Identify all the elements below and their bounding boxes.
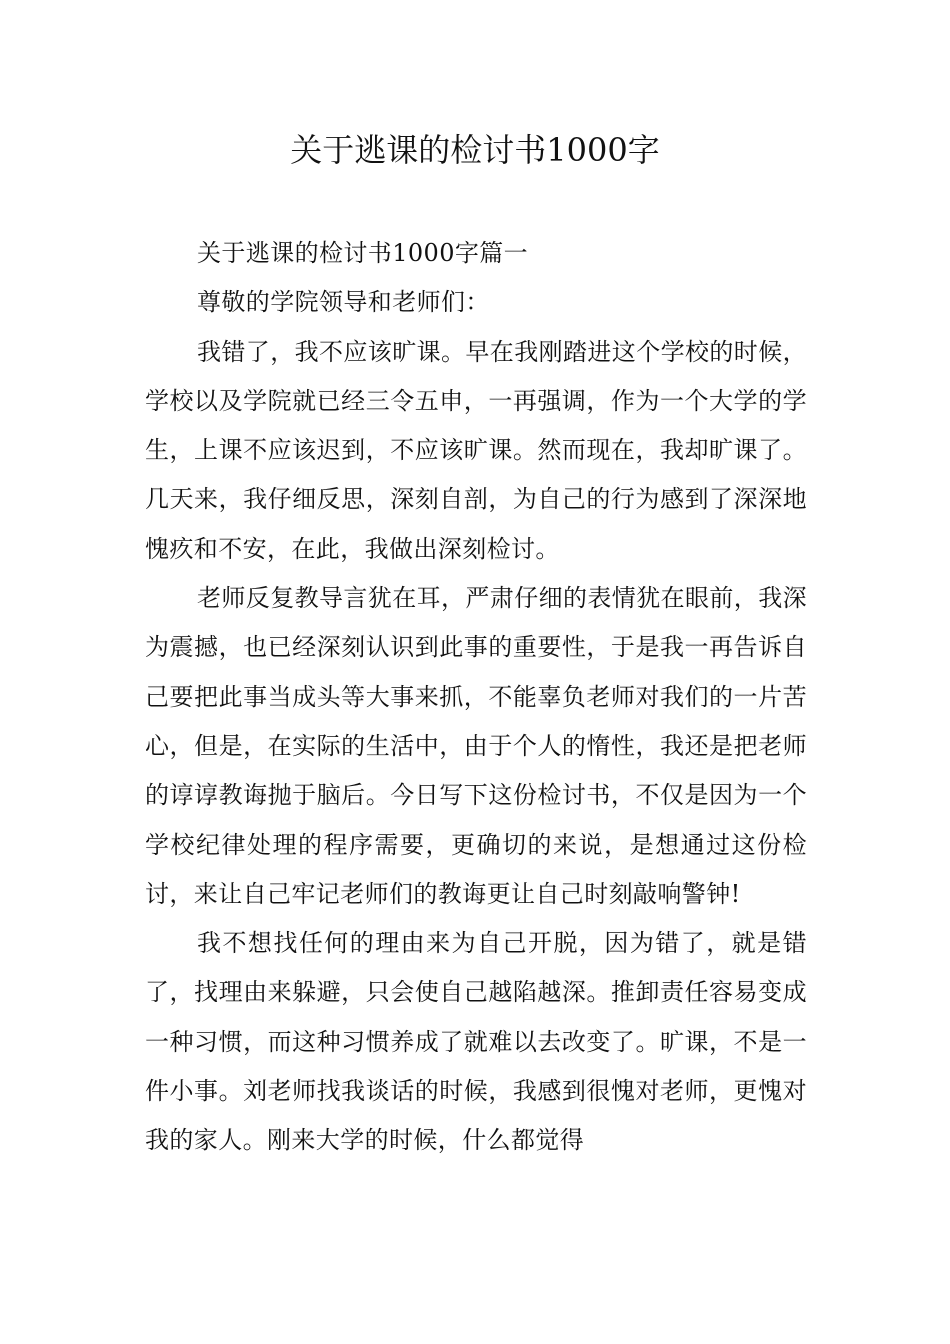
salutation: 尊敬的学院领导和老师们：	[197, 288, 490, 317]
paragraph: 我错了，我不应该旷课。早在我刚踏进这个学校的时候，学校以及学院就已经三令五申，一再强调，作为一个大学的学生，上课不应该迟到，不应该旷课。然而现在，我却旷课了。几天来，我仔细反思，深刻自剖，为自己的行为感到了深深地愧疚和不安，在此，我做出深刻检讨。	[145, 337, 807, 563]
document-title: 关于逃课的检讨书1000字	[290, 131, 660, 169]
document-body	[145, 229, 807, 1166]
paragraph: 老师反复教导言犹在耳，严肃仔细的表情犹在眼前，我深为震撼，也已经深刻认识到此事的重要性，于是我一再告诉自己要把此事当成头等大事来抓，不能辜负老师对我们的一片苦心，但是，在实际的生活中，由于个人的惰性，我还是把老师的谆谆教诲抛于脑后。今日写下这份检讨书，不仅是因为一个学校纪律处理的程序需要，更确切的来说，是想通过这份检讨，来让自己牢记老师们的教诲更让自己时刻敲响警钟!	[145, 584, 807, 908]
section-heading: 关于逃课的检讨书1000字篇一	[197, 239, 529, 267]
paragraph: 我不想找任何的理由来为自己开脱，因为错了，就是错了，找理由来躲避，只会使自己越陷越深。推卸责任容易变成一种习惯，而这种习惯养成了就难以去改变了。旷课，不是一件小事。刘老师找我谈话的时候，我感到很愧对老师，更愧对我的家人。刚来大学的时候，什么都觉得	[145, 929, 807, 1155]
